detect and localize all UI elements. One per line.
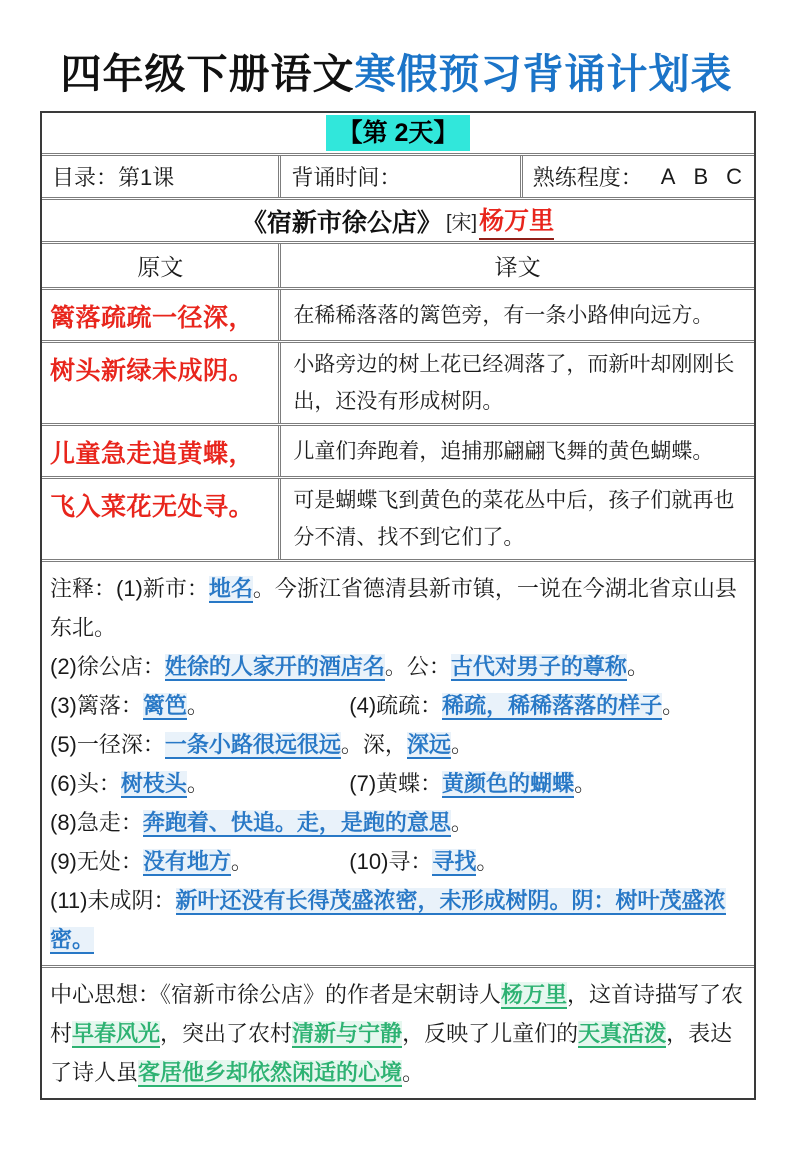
highlighted-term: 早春风光	[72, 1021, 161, 1047]
day-header-row	[42, 113, 754, 153]
highlighted-term: 深远	[406, 732, 451, 758]
column-header-translation: 译文	[278, 244, 754, 287]
text-run: 。	[230, 849, 253, 875]
poem-row-4	[42, 476, 754, 559]
text-run: (2)徐公店：	[50, 654, 165, 680]
notes-section	[42, 562, 754, 965]
theme-section	[42, 968, 754, 1098]
poem-row-3	[42, 423, 754, 476]
note-line	[50, 803, 746, 842]
text-run: 。今浙江省德清县新市镇，一说在今湖北省京山县东北。	[50, 576, 737, 641]
page-title	[0, 52, 793, 97]
translation-text: 儿童们奔跑着，追捕那翩翩飞舞的黄色蝴蝶。	[293, 439, 714, 463]
note-line	[50, 569, 746, 647]
highlighted-term: 古代对男子的尊称	[450, 654, 627, 680]
highlighted-term: 新叶还没有长得茂盛浓密，未形成树阴。阴：树叶茂盛浓密。	[50, 888, 726, 953]
poem-translation-1	[278, 290, 754, 340]
highlighted-term: 客居他乡却依然闲适的心境	[138, 1060, 403, 1086]
poem-dynasty: [宋]	[445, 212, 478, 235]
note-line	[50, 764, 746, 803]
text-run: ，表达了诗人虽	[50, 1021, 733, 1086]
poem-original-line-3: 儿童急走追黄蝶，	[50, 440, 255, 469]
text-run: (11)未成阴：	[50, 888, 176, 914]
poem-row-1	[42, 287, 754, 340]
text-run: 。	[626, 654, 649, 680]
text-run: 。	[662, 693, 685, 719]
page-title-black: 四年级下册语文	[60, 51, 355, 97]
poem-original-line-1: 篱落疏疏一径深，	[50, 304, 255, 333]
text-run: ，这首诗描写了农村	[50, 982, 744, 1047]
note-line-left	[50, 849, 253, 876]
poem-original-line-4: 飞入菜花无处寻。	[50, 493, 255, 522]
column-header-row	[42, 241, 754, 287]
text-run: 。	[574, 771, 597, 797]
text-run: (8)急走：	[50, 810, 143, 836]
recite-time-blank[interactable]	[401, 165, 493, 189]
note-line-left	[50, 771, 209, 798]
text-run: 。	[402, 1060, 425, 1086]
study-plan-table	[40, 111, 756, 1100]
recite-time-cell	[278, 156, 519, 197]
highlighted-term: 杨万里	[501, 982, 568, 1008]
text-run: 。	[450, 810, 473, 836]
poem-book-title: 《宿新市徐公店》	[241, 208, 442, 237]
poem-translation-2	[278, 343, 754, 423]
highlighted-term: 篱笆	[142, 693, 187, 719]
poem-row-2	[42, 340, 754, 423]
proficiency-option-c[interactable]: C	[726, 163, 743, 189]
highlighted-term: 清新与宁静	[292, 1021, 403, 1047]
text-run: 。深，	[340, 732, 407, 758]
catalog-label: 目录：第1课	[52, 165, 175, 191]
note-line-right	[349, 842, 498, 881]
notes-row	[42, 559, 754, 965]
text-run: 。	[450, 732, 473, 758]
poem-title-row	[42, 197, 754, 241]
note-line	[50, 725, 746, 764]
text-run: (6)头：	[50, 771, 121, 797]
poem-translation-3	[278, 426, 754, 476]
day-badge: 【第 2天】	[326, 115, 471, 152]
proficiency-label: 熟练程度：	[532, 165, 643, 191]
note-line-right	[349, 764, 596, 803]
highlighted-term: 姓徐的人家开的酒店名	[164, 654, 385, 680]
proficiency-cell	[520, 156, 754, 197]
highlighted-term: 寻找	[432, 849, 477, 875]
text-run: ，突出了农村	[160, 1021, 293, 1047]
note-line	[50, 881, 746, 959]
note-line-left	[50, 693, 209, 720]
proficiency-option-a[interactable]: A	[660, 163, 676, 189]
highlighted-term: 一条小路很远很远	[164, 732, 341, 758]
proficiency-option-b[interactable]: B	[693, 163, 709, 189]
note-line-right	[349, 686, 684, 725]
text-run: 。公：	[384, 654, 451, 680]
text-run: ，反映了儿童们的	[402, 1021, 579, 1047]
info-row	[42, 153, 754, 197]
text-run: (4)疏疏：	[349, 693, 443, 719]
column-header-original: 原文	[137, 254, 184, 281]
theme-row	[42, 965, 754, 1098]
text-run: (3)篱落：	[50, 693, 143, 719]
text-run: (10)寻：	[349, 849, 433, 875]
highlighted-term: 奔跑着、快追。走，是跑的意思	[142, 810, 451, 836]
note-line	[50, 647, 746, 686]
text-run: (5)一径深：	[50, 732, 165, 758]
highlighted-term: 没有地方	[142, 849, 231, 875]
text-run: 。	[186, 771, 209, 797]
highlighted-term: 天真活泼	[578, 1021, 667, 1047]
note-line	[50, 686, 746, 725]
poem-original-line-2: 树头新绿未成阴。	[50, 357, 255, 386]
theme-paragraph	[50, 975, 746, 1092]
text-run: 。	[476, 849, 499, 875]
poem-translation-4	[278, 479, 754, 559]
text-run: 注释：(1)新市：	[50, 576, 209, 602]
text-run: 。	[186, 693, 209, 719]
highlighted-term: 稀疏，稀稀落落的样子	[442, 693, 663, 719]
translation-text: 小路旁边的树上花已经凋落了，而新叶却刚刚长出，还没有形成树阴。	[293, 353, 735, 414]
poem-author: 杨万里	[479, 201, 554, 240]
translation-text: 在稀稀落落的篱笆旁，有一条小路伸向远方。	[293, 303, 714, 327]
translation-text: 可是蝴蝶飞到黄色的菜花丛中后，孩子们就再也分不清、找不到它们了。	[293, 489, 735, 550]
recite-time-label: 背诵时间：	[291, 165, 402, 191]
catalog-cell	[42, 156, 278, 197]
highlighted-term: 黄颜色的蝴蝶	[442, 771, 575, 797]
page-title-blue: 寒假预习背诵计划表	[354, 51, 733, 97]
text-run: (7)黄蝶：	[349, 771, 443, 797]
note-line	[50, 842, 746, 881]
highlighted-term: 地名	[208, 576, 253, 602]
highlighted-term: 树枝头	[120, 771, 187, 797]
text-run: (9)无处：	[50, 849, 143, 875]
text-run: 中心思想：《宿新市徐公店》的作者是宋朝诗人	[50, 982, 502, 1008]
